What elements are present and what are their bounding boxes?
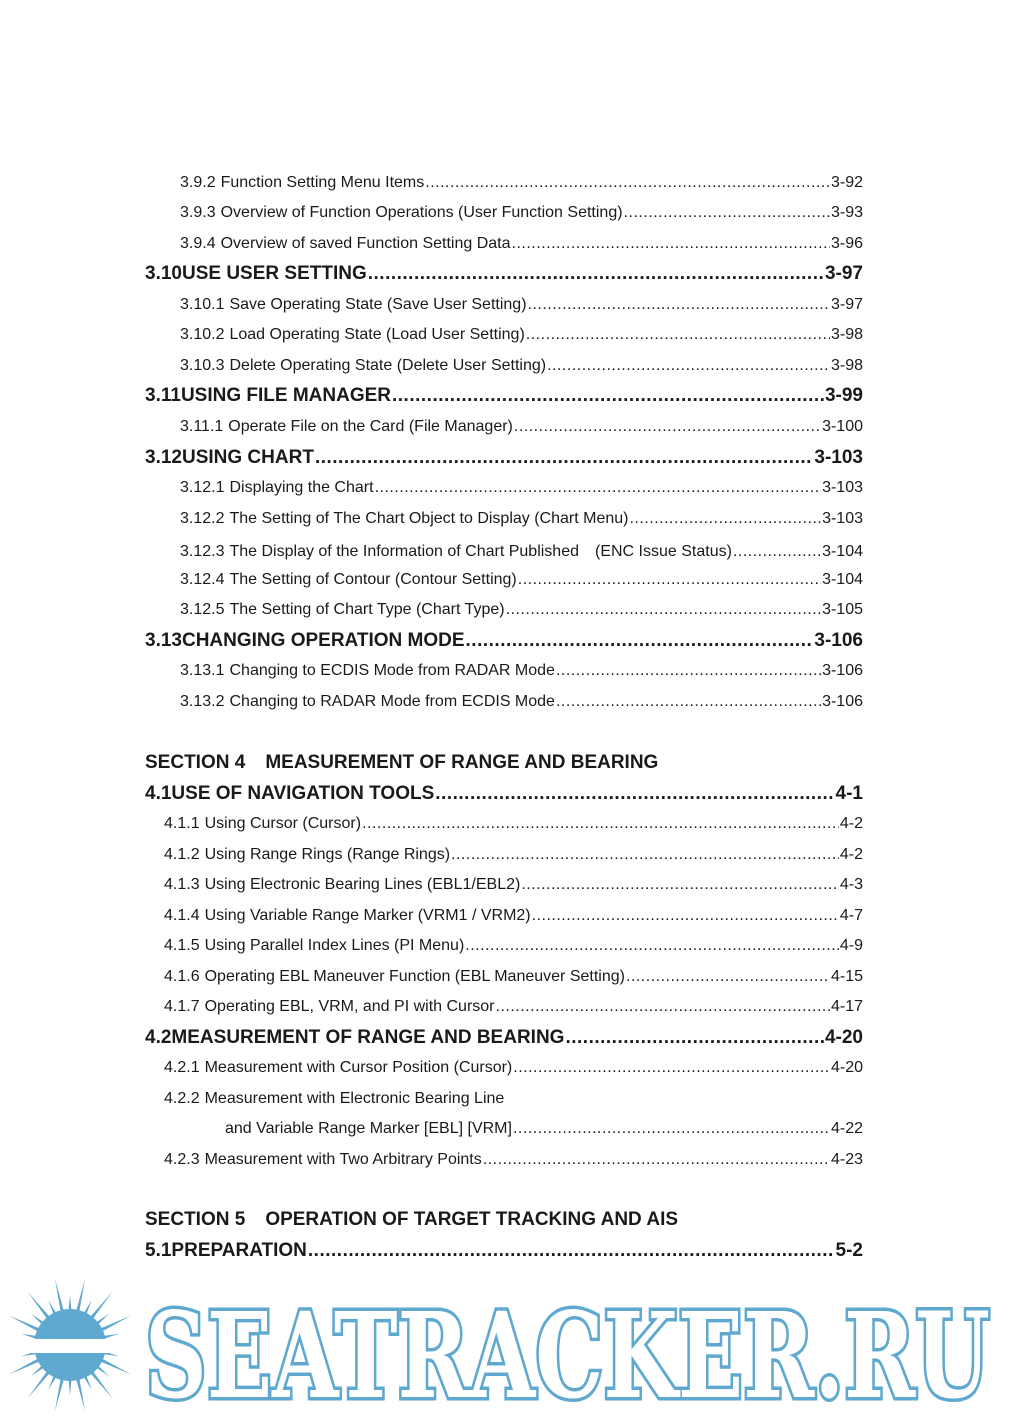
toc-row	[0, 565, 1009, 595]
toc-title: The Setting of Chart Type (Chart Type)	[229, 601, 505, 618]
toc-title: Load Operating State (Load User Setting)	[229, 326, 525, 343]
dot-leader	[506, 601, 821, 619]
toc-row	[0, 595, 1009, 625]
toc-number: 4.1	[145, 783, 172, 804]
dot-leader	[518, 571, 821, 589]
section-title: OPERATION OF TARGET TRACKING AND AIS	[265, 1209, 679, 1230]
dot-leader	[626, 968, 830, 986]
toc-row	[0, 626, 1009, 656]
page-number: 5-2	[835, 1240, 863, 1261]
toc-title: Save Operating State (Save User Setting)	[229, 296, 527, 313]
page-number: 3-106	[814, 630, 863, 651]
section-number: SECTION 5	[145, 1209, 246, 1230]
toc-title: Delete Operating State (Delete User Setting)	[229, 357, 547, 374]
toc-number: 4.2	[145, 1027, 172, 1048]
page-number: 3-104	[822, 542, 863, 560]
toc-number: 3.13	[145, 630, 182, 651]
toc-number: 5.1	[145, 1240, 172, 1261]
toc-row	[0, 1236, 1009, 1266]
dot-leader	[514, 418, 821, 436]
toc-row	[0, 320, 1009, 350]
toc-row	[0, 229, 1009, 259]
toc-number: 3.10	[145, 263, 182, 284]
toc-title: Function Setting Menu Items	[220, 174, 425, 191]
toc-number: 4.1.2	[164, 846, 200, 863]
toc-title: USING FILE MANAGER	[180, 385, 391, 406]
dot-leader	[513, 1120, 830, 1138]
toc-number: 4.1.7	[164, 998, 200, 1015]
toc-number: 3.10.1	[180, 296, 225, 313]
toc-row	[0, 1084, 1009, 1114]
toc-title: Changing to ECDIS Mode from RADAR Mode	[229, 662, 555, 679]
toc-row	[0, 870, 1009, 900]
page-number: 4-7	[839, 907, 863, 924]
toc-title: The Display of the Information of Chart Published (ENC Issue Status)	[229, 542, 732, 560]
toc-row	[0, 290, 1009, 320]
toc-title: Using Variable Range Marker (VRM1 / VRM2)	[204, 907, 531, 924]
toc-title: Measurement with Cursor Position (Cursor)	[204, 1059, 513, 1076]
toc-row	[0, 901, 1009, 931]
watermark	[0, 1275, 1009, 1427]
toc-number: 3.13.1	[180, 662, 225, 679]
dot-leader	[315, 447, 813, 469]
dot-leader	[547, 357, 830, 375]
toc-title: Using Electronic Bearing Lines (EBL1/EBL2)	[204, 876, 521, 893]
dot-leader	[466, 630, 814, 652]
toc-number: 4.1.5	[164, 937, 200, 954]
dot-leader	[733, 543, 821, 561]
toc-number: 3.9.2	[180, 174, 216, 191]
toc-title: Using Range Rings (Range Rings)	[204, 846, 451, 863]
toc-title: Measurement with Two Arbitrary Points	[204, 1151, 482, 1168]
toc-number: 4.1.6	[164, 968, 200, 985]
dot-leader	[629, 510, 821, 528]
toc-row	[0, 412, 1009, 442]
dot-leader	[435, 783, 834, 805]
page-number: 4-2	[839, 846, 863, 863]
toc-number: 3.11	[145, 385, 181, 406]
dot-leader	[362, 815, 839, 833]
toc-number: 3.11.1	[180, 418, 224, 435]
toc-row	[0, 198, 1009, 228]
toc-title: Using Cursor (Cursor)	[204, 815, 362, 832]
toc-row	[0, 656, 1009, 686]
page-number: 4-17	[830, 998, 863, 1015]
toc-row	[0, 168, 1009, 198]
toc-row	[0, 1053, 1009, 1083]
toc-title: USE OF NAVIGATION TOOLS	[171, 783, 435, 804]
page-number: 3-106	[822, 693, 863, 710]
page-number: 4-9	[839, 937, 863, 954]
dot-leader	[624, 204, 830, 222]
toc-title: Measurement with Electronic Bearing Line	[204, 1090, 505, 1107]
toc-title: Using Parallel Index Lines (PI Menu)	[204, 937, 465, 954]
page-number: 3-97	[824, 263, 863, 284]
toc-title: MEASUREMENT OF RANGE AND BEARING	[171, 1027, 565, 1048]
toc-row	[0, 931, 1009, 961]
page-number: 4-22	[830, 1120, 863, 1137]
dot-leader	[368, 263, 824, 285]
toc-title: The Setting of Contour (Contour Setting)	[229, 571, 517, 588]
page-number: 4-15	[830, 968, 863, 985]
toc-title: Operating EBL Maneuver Function (EBL Maneuver Setting)	[204, 968, 625, 985]
toc-number: 3.12.2	[180, 510, 225, 527]
toc-row	[0, 809, 1009, 839]
page-number: 3-106	[822, 662, 863, 679]
page-number: 3-104	[822, 571, 863, 588]
toc-row	[0, 1205, 1009, 1235]
toc-row	[0, 1145, 1009, 1175]
page-number: 3-103	[814, 447, 863, 468]
toc-title: PREPARATION	[171, 1240, 307, 1261]
page-number: 3-97	[830, 296, 863, 313]
toc-title: CHANGING OPERATION MODE	[181, 630, 465, 651]
toc-row	[0, 840, 1009, 870]
toc-number: 3.9.4	[180, 235, 216, 252]
page-number: 4-1	[835, 783, 863, 804]
page-number: 3-98	[830, 357, 863, 374]
toc-number: 3.12.4	[180, 571, 225, 588]
page-number: 4-20	[830, 1059, 863, 1076]
page-number: 4-20	[824, 1027, 863, 1048]
dot-leader	[513, 1059, 830, 1077]
section-title: MEASUREMENT OF RANGE AND BEARING	[265, 752, 659, 773]
toc-number: 3.12.5	[180, 601, 225, 618]
page-number: 4-3	[839, 876, 863, 893]
dot-leader	[556, 662, 821, 680]
page-number: 3-98	[830, 326, 863, 343]
toc-row	[0, 748, 1009, 778]
page-number: 3-103	[822, 510, 863, 527]
dot-leader	[465, 937, 839, 955]
toc-number: 3.12.3	[180, 542, 225, 560]
toc-title: USING CHART	[181, 447, 314, 468]
page-number: 3-103	[822, 479, 863, 496]
toc-row	[0, 1114, 1009, 1144]
toc-row	[0, 351, 1009, 381]
dot-leader	[526, 326, 830, 344]
toc-row	[0, 962, 1009, 992]
sun-icon	[0, 1279, 140, 1412]
page-number: 3-92	[830, 174, 863, 191]
watermark-text: SEATRACKER.RU	[145, 1286, 990, 1425]
toc-number: 4.2.1	[164, 1059, 200, 1076]
page-number: 3-100	[822, 418, 863, 435]
toc-row	[0, 381, 1009, 411]
toc-number: 4.1.3	[164, 876, 200, 893]
toc-title: Overview of saved Function Setting Data	[220, 235, 511, 252]
dot-leader	[483, 1151, 830, 1169]
page-number: 4-2	[839, 815, 863, 832]
toc-title: Displaying the Chart	[229, 479, 374, 496]
toc-number: 4.2.2	[164, 1090, 200, 1107]
toc-number: 4.1.4	[164, 907, 200, 924]
toc-number: 4.1.1	[164, 815, 200, 832]
dot-leader	[556, 693, 821, 711]
toc-row	[0, 779, 1009, 809]
toc-number: 3.12	[145, 447, 182, 468]
toc-number: 3.12.1	[180, 479, 225, 496]
toc-row	[0, 687, 1009, 717]
toc-number: 3.13.2	[180, 693, 225, 710]
dot-leader	[308, 1240, 835, 1262]
dot-leader	[425, 174, 830, 192]
dot-leader	[565, 1027, 824, 1049]
watermark-text-inner: SEATRACKER.RU	[145, 1286, 990, 1425]
toc-row	[0, 992, 1009, 1022]
page-number: 3-96	[830, 235, 863, 252]
dot-leader	[496, 998, 830, 1016]
toc-number: 3.9.3	[180, 204, 216, 221]
page-number: 4-23	[830, 1151, 863, 1168]
toc-title: and Variable Range Marker [EBL] [VRM]	[225, 1120, 512, 1137]
toc-row	[0, 473, 1009, 503]
page-number: 3-105	[822, 601, 863, 618]
section-number: SECTION 4	[145, 752, 246, 773]
toc-number: 3.10.2	[180, 326, 225, 343]
toc-row	[0, 443, 1009, 473]
dot-leader	[528, 296, 830, 314]
dot-leader	[451, 846, 839, 864]
toc-title: Changing to RADAR Mode from ECDIS Mode	[229, 693, 555, 710]
toc-number: 4.2.3	[164, 1151, 200, 1168]
toc-title: USE USER SETTING	[181, 263, 367, 284]
toc-title: Overview of Function Operations (User Function Setting)	[220, 204, 623, 221]
toc-title: Operate File on the Card (File Manager)	[228, 418, 513, 435]
dot-leader	[512, 235, 830, 253]
dot-leader	[532, 907, 839, 925]
horizon-band	[0, 1339, 140, 1353]
toc-row	[0, 534, 1009, 564]
toc-title: Operating EBL, VRM, and PI with Cursor	[204, 998, 495, 1015]
dot-leader	[375, 479, 822, 497]
toc-number: 3.10.3	[180, 357, 225, 374]
toc-row	[0, 259, 1009, 289]
dot-leader	[392, 385, 824, 407]
toc-row	[0, 504, 1009, 534]
toc-title: The Setting of The Chart Object to Display (Chart Menu)	[229, 510, 629, 527]
page-number: 3-93	[830, 204, 863, 221]
dot-leader	[521, 876, 839, 894]
page-number: 3-99	[824, 385, 863, 406]
toc-row	[0, 1023, 1009, 1053]
